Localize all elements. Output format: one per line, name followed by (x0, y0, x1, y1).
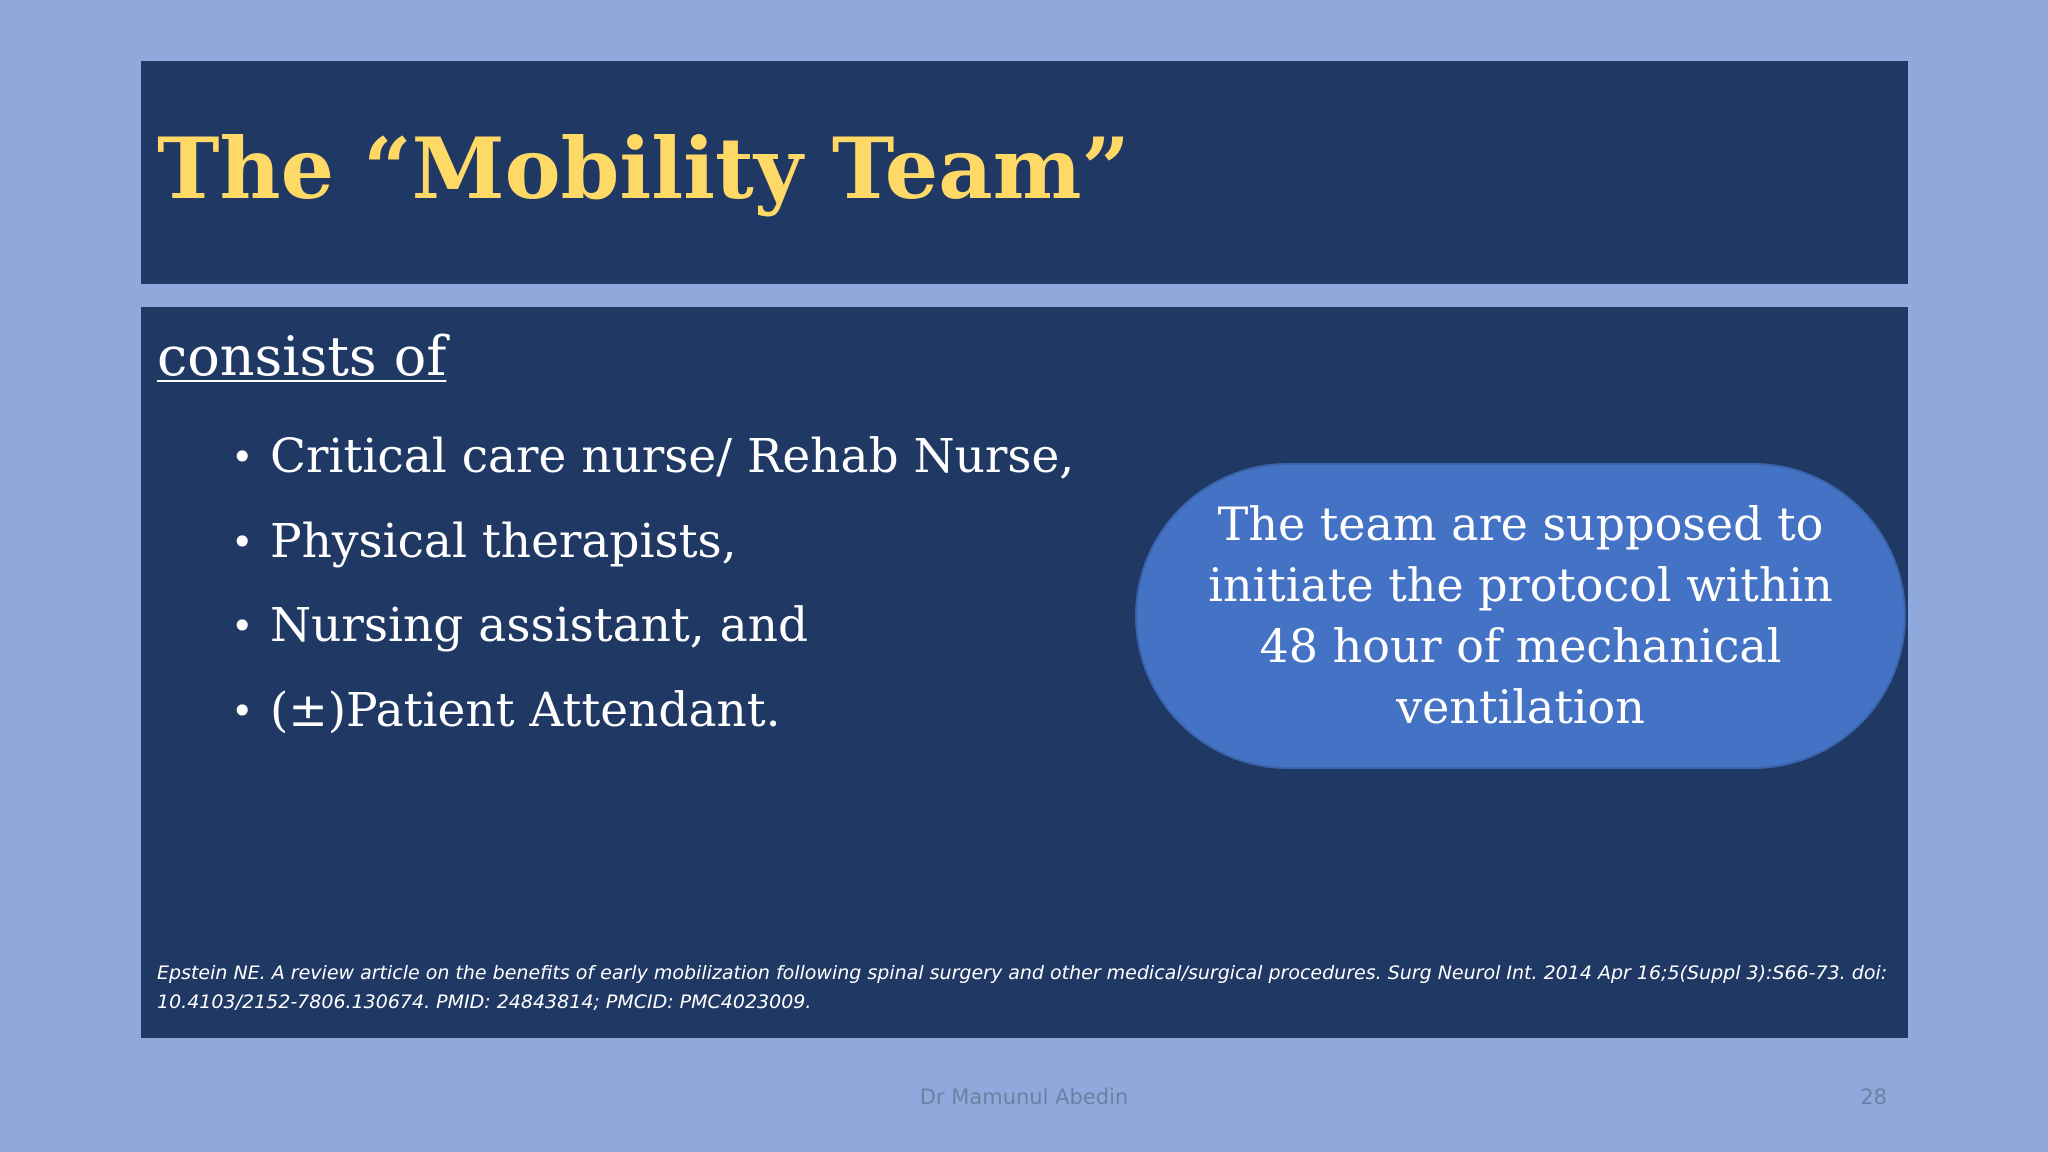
list-item (231, 415, 1074, 500)
callout-text: The team are supposed to initiate the protocol within 48 hour of mechanical ventilation (1208, 497, 1833, 734)
callout-bubble (1135, 463, 1906, 769)
page-number: 28 (1860, 1085, 1887, 1109)
bullet-icon: • (231, 688, 254, 733)
bullet-icon: • (231, 604, 254, 648)
list-item-text: (±)Patient Attendant. (270, 682, 781, 738)
title-panel (141, 61, 1908, 284)
reference-citation: Epstein NE. A review article on the benefits of early mobilization following spinal surgery and other medical/surgical procedures. Surg Neurol Int. 2014 Apr 16;5(Suppl 3):S66-73. doi: 10.4103/2152-7806.130674. PMID: 24843814; PMCID: PMC4023009. (157, 962, 1888, 1013)
list-item-text: Critical care nurse/ Rehab Nurse, (270, 429, 1075, 484)
list-item (231, 584, 1074, 669)
team-member-list (231, 415, 1074, 753)
list-item-text: Nursing assistant, and (270, 598, 809, 653)
list-item-text: Physical therapists, (270, 513, 737, 569)
subheading: consists of (157, 325, 447, 388)
bullet-icon: • (231, 435, 254, 479)
footer-author: Dr Mamunul Abedin (919, 1085, 1129, 1109)
list-item (231, 669, 1074, 754)
content-panel (141, 307, 1908, 1038)
slide-title: The “Mobility Team” (157, 119, 1130, 218)
bullet-icon: • (231, 519, 254, 564)
list-item (231, 500, 1074, 585)
